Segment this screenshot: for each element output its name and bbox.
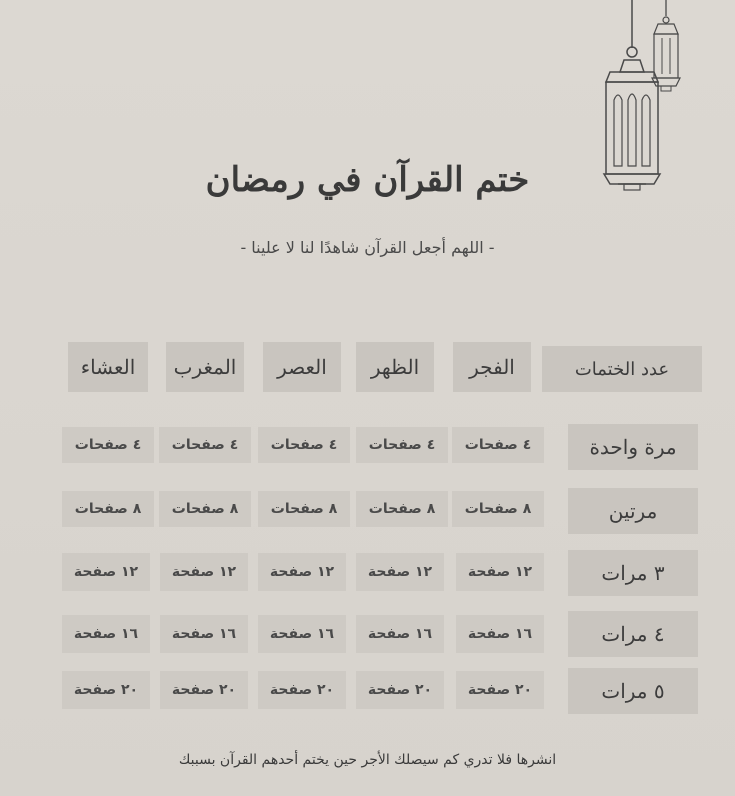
table-cell: ٢٠ صفحة xyxy=(62,671,150,709)
row-label: ٤ مرات xyxy=(568,611,698,657)
table-cell: ١٦ صفحة xyxy=(62,615,150,653)
row-label: مرة واحدة xyxy=(568,424,698,470)
row-label: ٥ مرات xyxy=(568,668,698,714)
table-cell: ١٦ صفحة xyxy=(356,615,444,653)
row-label: ٣ مرات xyxy=(568,550,698,596)
row-label: مرتين xyxy=(568,488,698,534)
footer-note: انشرها فلا تدري كم سيصلك الأجر حين يختم أحدهم القرآن بسببك xyxy=(178,752,557,768)
table-cell: ٢٠ صفحة xyxy=(160,671,248,709)
header-isha: العشاء xyxy=(68,342,148,392)
table-cell: ٨ صفحات xyxy=(356,491,448,527)
table-cell: ٤ صفحات xyxy=(62,427,154,463)
table-cell: ٢٠ صفحة xyxy=(456,671,544,709)
table-cell: ٤ صفحات xyxy=(159,427,251,463)
table-cell: ١٢ صفحة xyxy=(258,553,346,591)
header-maghrib: المغرب xyxy=(166,342,244,392)
table-cell: ٨ صفحات xyxy=(258,491,350,527)
table-cell: ١٢ صفحة xyxy=(62,553,150,591)
header-khatmat: عدد الختمات xyxy=(542,346,702,392)
table-cell: ٤ صفحات xyxy=(356,427,448,463)
table-cell: ٤ صفحات xyxy=(452,427,544,463)
header-fajr: الفجر xyxy=(453,342,531,392)
table-cell: ٨ صفحات xyxy=(159,491,251,527)
table-cell: ٨ صفحات xyxy=(62,491,154,527)
table-cell: ١٦ صفحة xyxy=(258,615,346,653)
table-cell: ٢٠ صفحة xyxy=(356,671,444,709)
header-dhuhr: الظهر xyxy=(356,342,434,392)
table-cell: ١٢ صفحة xyxy=(356,553,444,591)
table-cell: ٤ صفحات xyxy=(258,427,350,463)
header-asr: العصر xyxy=(263,342,341,392)
lantern-icon xyxy=(646,0,686,95)
table-cell: ٨ صفحات xyxy=(452,491,544,527)
page-subtitle: - اللهم أجعل القرآن شاهدًا لنا لا علينا - xyxy=(240,238,495,257)
table-cell: ١٦ صفحة xyxy=(456,615,544,653)
table-cell: ١٢ صفحة xyxy=(456,553,544,591)
page-title: ختم القرآن في رمضان xyxy=(205,160,530,200)
table-cell: ٢٠ صفحة xyxy=(258,671,346,709)
table-cell: ١٦ صفحة xyxy=(160,615,248,653)
table-cell: ١٢ صفحة xyxy=(160,553,248,591)
